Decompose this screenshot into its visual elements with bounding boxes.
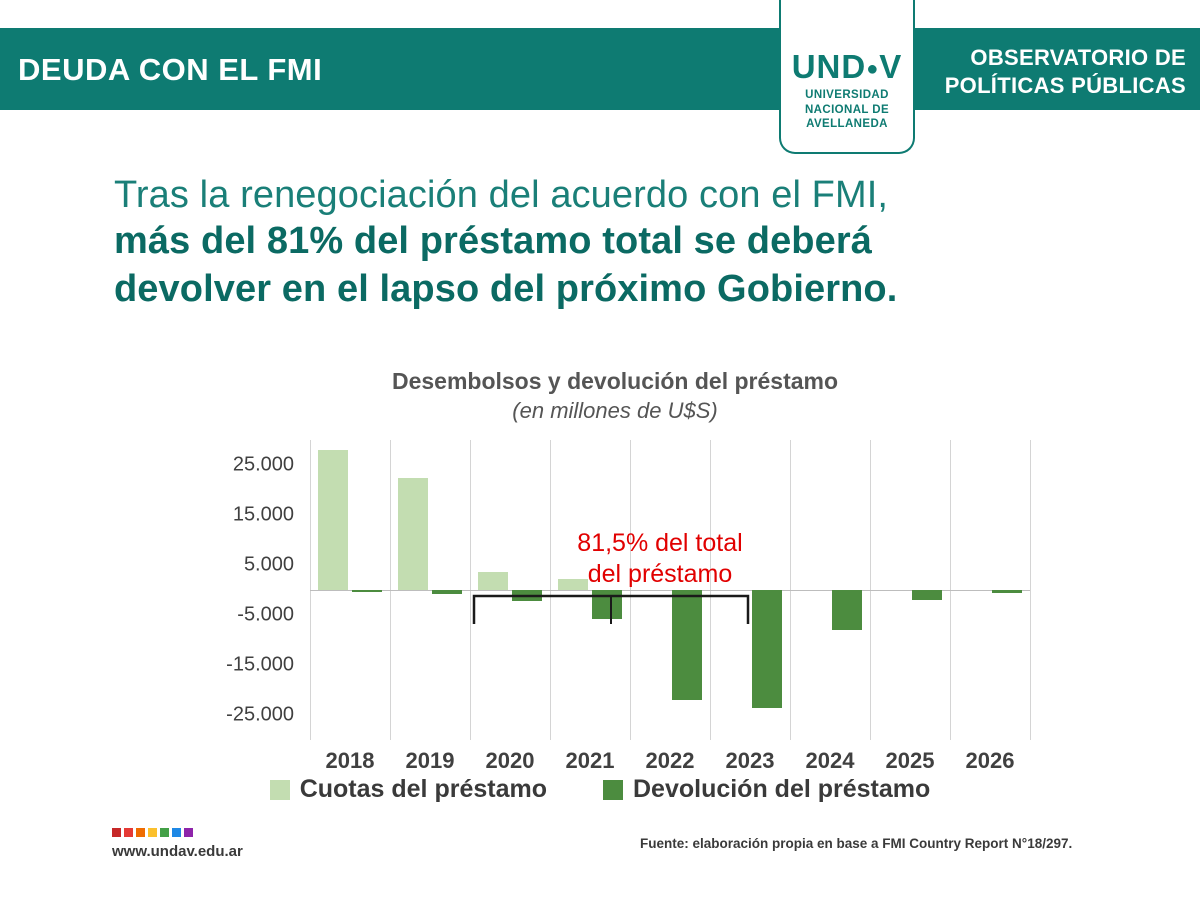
y-axis-tick: -15.000	[226, 653, 294, 676]
chart-subtitle: (en millones de U$S)	[512, 398, 718, 423]
legend-label: Devolución del préstamo	[632, 775, 931, 803]
x-axis-tick: 2021	[565, 748, 615, 773]
legend-swatch	[603, 780, 623, 800]
footer-dot	[148, 828, 157, 837]
annotation-line-1: 81,5% del total	[577, 529, 743, 557]
undav-logo	[779, 0, 915, 154]
undav-logo-sub-line2: NACIONAL DE	[804, 103, 890, 116]
x-axis-tick: 2025	[885, 748, 935, 773]
footer-dot	[184, 828, 193, 837]
x-axis-tick: 2026	[965, 748, 1015, 773]
chart-title: Desembolsos y devolución del préstamo	[391, 368, 839, 394]
y-axis-labels	[150, 440, 302, 740]
observatory-label	[886, 44, 1186, 99]
undav-logo-wordmark: UND●V	[791, 48, 903, 85]
x-axis-tick: 2019	[405, 748, 455, 773]
y-axis-tick: -25.000	[226, 703, 294, 726]
undav-dots-logo	[112, 828, 193, 837]
chart-bar	[832, 590, 862, 630]
headline-line-2: más del 81% del préstamo total se deberá	[114, 220, 872, 263]
y-axis-tick: -5.000	[237, 603, 294, 626]
legend-swatch	[270, 780, 290, 800]
x-axis-tick: 2018	[325, 748, 375, 773]
y-axis-tick: 15.000	[232, 503, 294, 526]
chart-bar	[752, 590, 782, 708]
gridline	[1030, 440, 1031, 740]
footer-dot	[112, 828, 121, 837]
footer-dot	[172, 828, 181, 837]
chart-bar	[352, 590, 382, 592]
footer-url: www.undav.edu.ar	[112, 843, 243, 860]
legend-item	[270, 775, 547, 804]
y-axis-tick: 25.000	[232, 453, 294, 476]
headline-line-3: devolver en el lapso del próximo Gobierno.	[114, 268, 898, 311]
undav-logo-sub-line1: UNIVERSIDAD	[805, 89, 889, 101]
annotation-bracket	[472, 590, 750, 626]
y-axis-tick: 5.000	[243, 553, 294, 576]
observatory-label-line1: OBSERVATORIO DE	[970, 45, 1186, 70]
undav-logo-subtitle	[781, 88, 913, 132]
legend-label: Cuotas del préstamo	[299, 775, 547, 803]
x-axis-tick: 2022	[645, 748, 695, 773]
headline-line-1: Tras la renegociación del acuerdo con el FMI,	[114, 174, 889, 216]
chart-bar	[432, 590, 462, 594]
page-title: DEUDA CON EL FMI	[18, 52, 323, 87]
undav-logo-sub-line3: AVELLANEDA	[806, 118, 888, 131]
annotation-text	[500, 528, 820, 589]
footer-dot	[160, 828, 169, 837]
x-axis-tick: 2024	[805, 748, 855, 773]
chart-plot-area	[150, 440, 1050, 773]
footer-dot	[136, 828, 145, 837]
x-axis-tick: 2023	[725, 748, 775, 773]
chart-legend	[150, 775, 1050, 804]
headline	[114, 172, 1134, 314]
chart	[150, 368, 1050, 828]
chart-bar	[912, 590, 942, 600]
legend-item	[603, 775, 930, 804]
x-axis-tick: 2020	[485, 748, 535, 773]
page-header	[0, 28, 1200, 110]
footer-dot	[124, 828, 133, 837]
chart-bar	[318, 450, 348, 590]
footer-source: Fuente: elaboración propia en base a FMI Country Report N°18/297.	[640, 836, 1073, 851]
observatory-label-line2: POLÍTICAS PÚBLICAS	[944, 72, 1186, 98]
chart-bar	[992, 590, 1022, 593]
annotation-line-2: del préstamo	[587, 559, 733, 588]
chart-bar	[398, 478, 428, 591]
